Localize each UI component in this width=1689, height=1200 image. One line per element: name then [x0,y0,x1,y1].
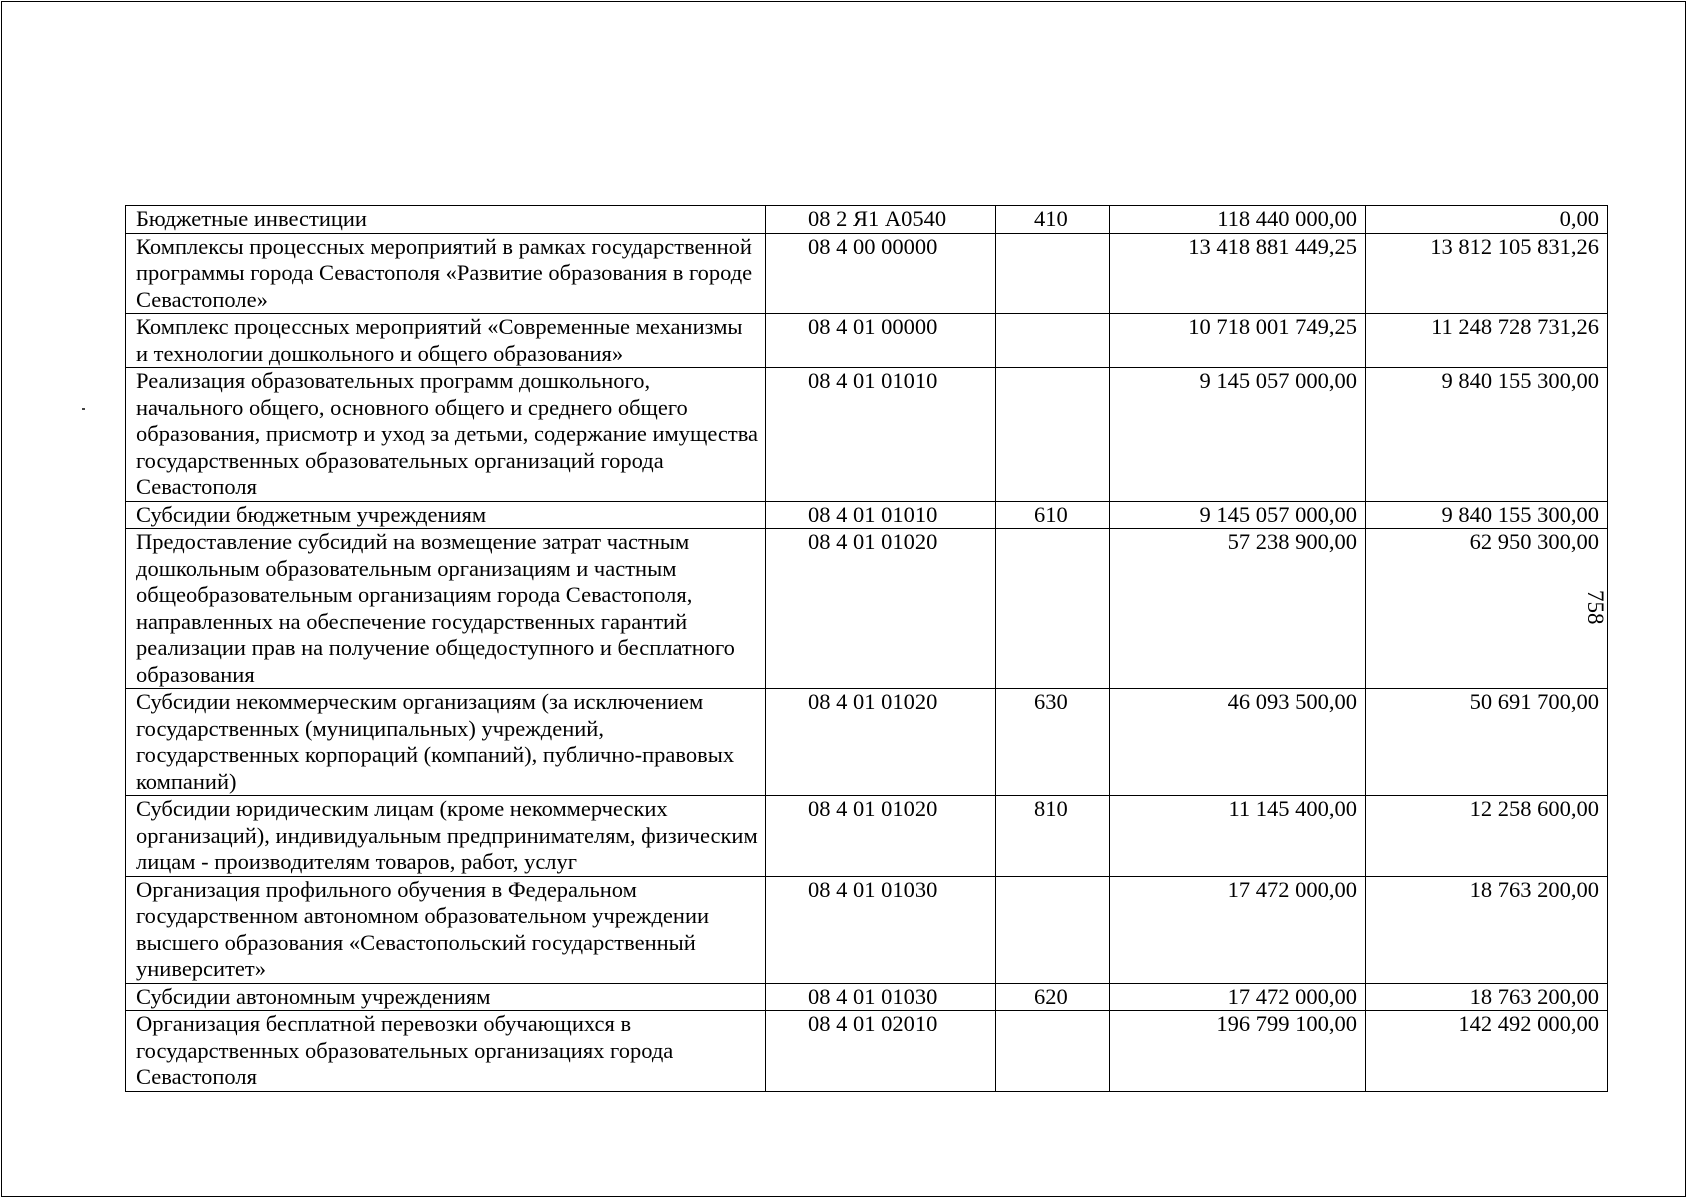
row-type-cell: 620 [996,983,1110,1011]
table-row [126,314,1608,368]
row-sum2-cell: 0,00 [1366,206,1608,234]
row-sum2-cell: 18 763 200,00 [1366,983,1608,1011]
row-name-cell: Реализация образовательных программ дошкольного, начального общего, основного общего и среднего общего образования, присмотр и уход за детьми, содержание имущества государственных образовательных организаций города Севастополя [126,368,766,502]
row-sum1-cell: 17 472 000,00 [1110,876,1366,983]
row-name-cell: Комплекс процессных мероприятий «Современные механизмы и технологии дошкольного и общего образования» [126,314,766,368]
row-sum2-cell: 62 950 300,00 [1366,529,1608,689]
row-sum1-cell: 10 718 001 749,25 [1110,314,1366,368]
table-row [126,501,1608,529]
row-sum1-cell: 57 238 900,00 [1110,529,1366,689]
page-number: 758 [1583,590,1608,625]
table-row [126,689,1608,796]
row-name-cell: Комплексы процессных мероприятий в рамках государственной программы города Севастополя «Развитие образования в городе Севастополе» [126,233,766,314]
table-body [126,206,1608,1092]
row-name-cell: Субсидии автономным учреждениям [126,983,766,1011]
row-name-cell: Субсидии юридическим лицам (кроме некоммерческих организаций), индивидуальным предпринимателям, физическим лицам - производителям товаров, работ, услуг [126,796,766,877]
row-name-cell: Бюджетные инвестиции [126,206,766,234]
row-type-cell [996,314,1110,368]
budget-table [125,205,1608,1092]
row-sum1-cell: 9 145 057 000,00 [1110,368,1366,502]
row-sum2-cell: 142 492 000,00 [1366,1011,1608,1092]
row-sum2-cell: 9 840 155 300,00 [1366,368,1608,502]
row-code-cell: 08 4 01 01010 [766,368,996,502]
row-type-cell: 610 [996,501,1110,529]
row-sum2-cell: 50 691 700,00 [1366,689,1608,796]
table-row [126,368,1608,502]
row-sum1-cell: 118 440 000,00 [1110,206,1366,234]
row-sum2-cell: 12 258 600,00 [1366,796,1608,877]
row-type-cell [996,529,1110,689]
row-sum1-cell: 13 418 881 449,25 [1110,233,1366,314]
table-row [126,529,1608,689]
row-code-cell: 08 4 01 01030 [766,983,996,1011]
row-type-cell: 410 [996,206,1110,234]
table-row [126,1011,1608,1092]
table-row [126,876,1608,983]
row-sum1-cell: 196 799 100,00 [1110,1011,1366,1092]
row-name-cell: Организация профильного обучения в Федеральном государственном автономном образовательном учреждении высшего образования «Севастопольский государственный университет» [126,876,766,983]
row-type-cell [996,233,1110,314]
row-code-cell: 08 4 01 01010 [766,501,996,529]
row-code-cell: 08 4 01 01020 [766,529,996,689]
table-row [126,233,1608,314]
row-code-cell: 08 2 Я1 А0540 [766,206,996,234]
row-code-cell: 08 4 01 00000 [766,314,996,368]
table-row [126,796,1608,877]
row-code-cell: 08 4 01 01030 [766,876,996,983]
row-code-cell: 08 4 01 02010 [766,1011,996,1092]
table-row [126,206,1608,234]
row-code-cell: 08 4 00 00000 [766,233,996,314]
row-name-cell: Предоставление субсидий на возмещение затрат частным дошкольным образовательным организациям и частным общеобразовательным организациям города Севастополя, направленных на обеспечение государственных гарантий реализации прав на получение общедоступного и бесплатного образования [126,529,766,689]
table-row [126,983,1608,1011]
margin-mark [82,408,85,410]
row-sum2-cell: 13 812 105 831,26 [1366,233,1608,314]
row-name-cell: Организация бесплатной перевозки обучающихся в государственных образовательных организациях города Севастополя [126,1011,766,1092]
row-sum2-cell: 9 840 155 300,00 [1366,501,1608,529]
row-type-cell [996,876,1110,983]
row-type-cell [996,368,1110,502]
row-sum2-cell: 11 248 728 731,26 [1366,314,1608,368]
row-code-cell: 08 4 01 01020 [766,689,996,796]
row-sum1-cell: 46 093 500,00 [1110,689,1366,796]
row-code-cell: 08 4 01 01020 [766,796,996,877]
row-name-cell: Субсидии бюджетным учреждениям [126,501,766,529]
row-name-cell: Субсидии некоммерческим организациям (за исключением государственных (муниципальных) учреждений, государственных корпораций (компаний), публично-правовых компаний) [126,689,766,796]
row-sum2-cell: 18 763 200,00 [1366,876,1608,983]
row-sum1-cell: 17 472 000,00 [1110,983,1366,1011]
row-type-cell: 810 [996,796,1110,877]
row-sum1-cell: 11 145 400,00 [1110,796,1366,877]
row-sum1-cell: 9 145 057 000,00 [1110,501,1366,529]
row-type-cell [996,1011,1110,1092]
row-type-cell: 630 [996,689,1110,796]
